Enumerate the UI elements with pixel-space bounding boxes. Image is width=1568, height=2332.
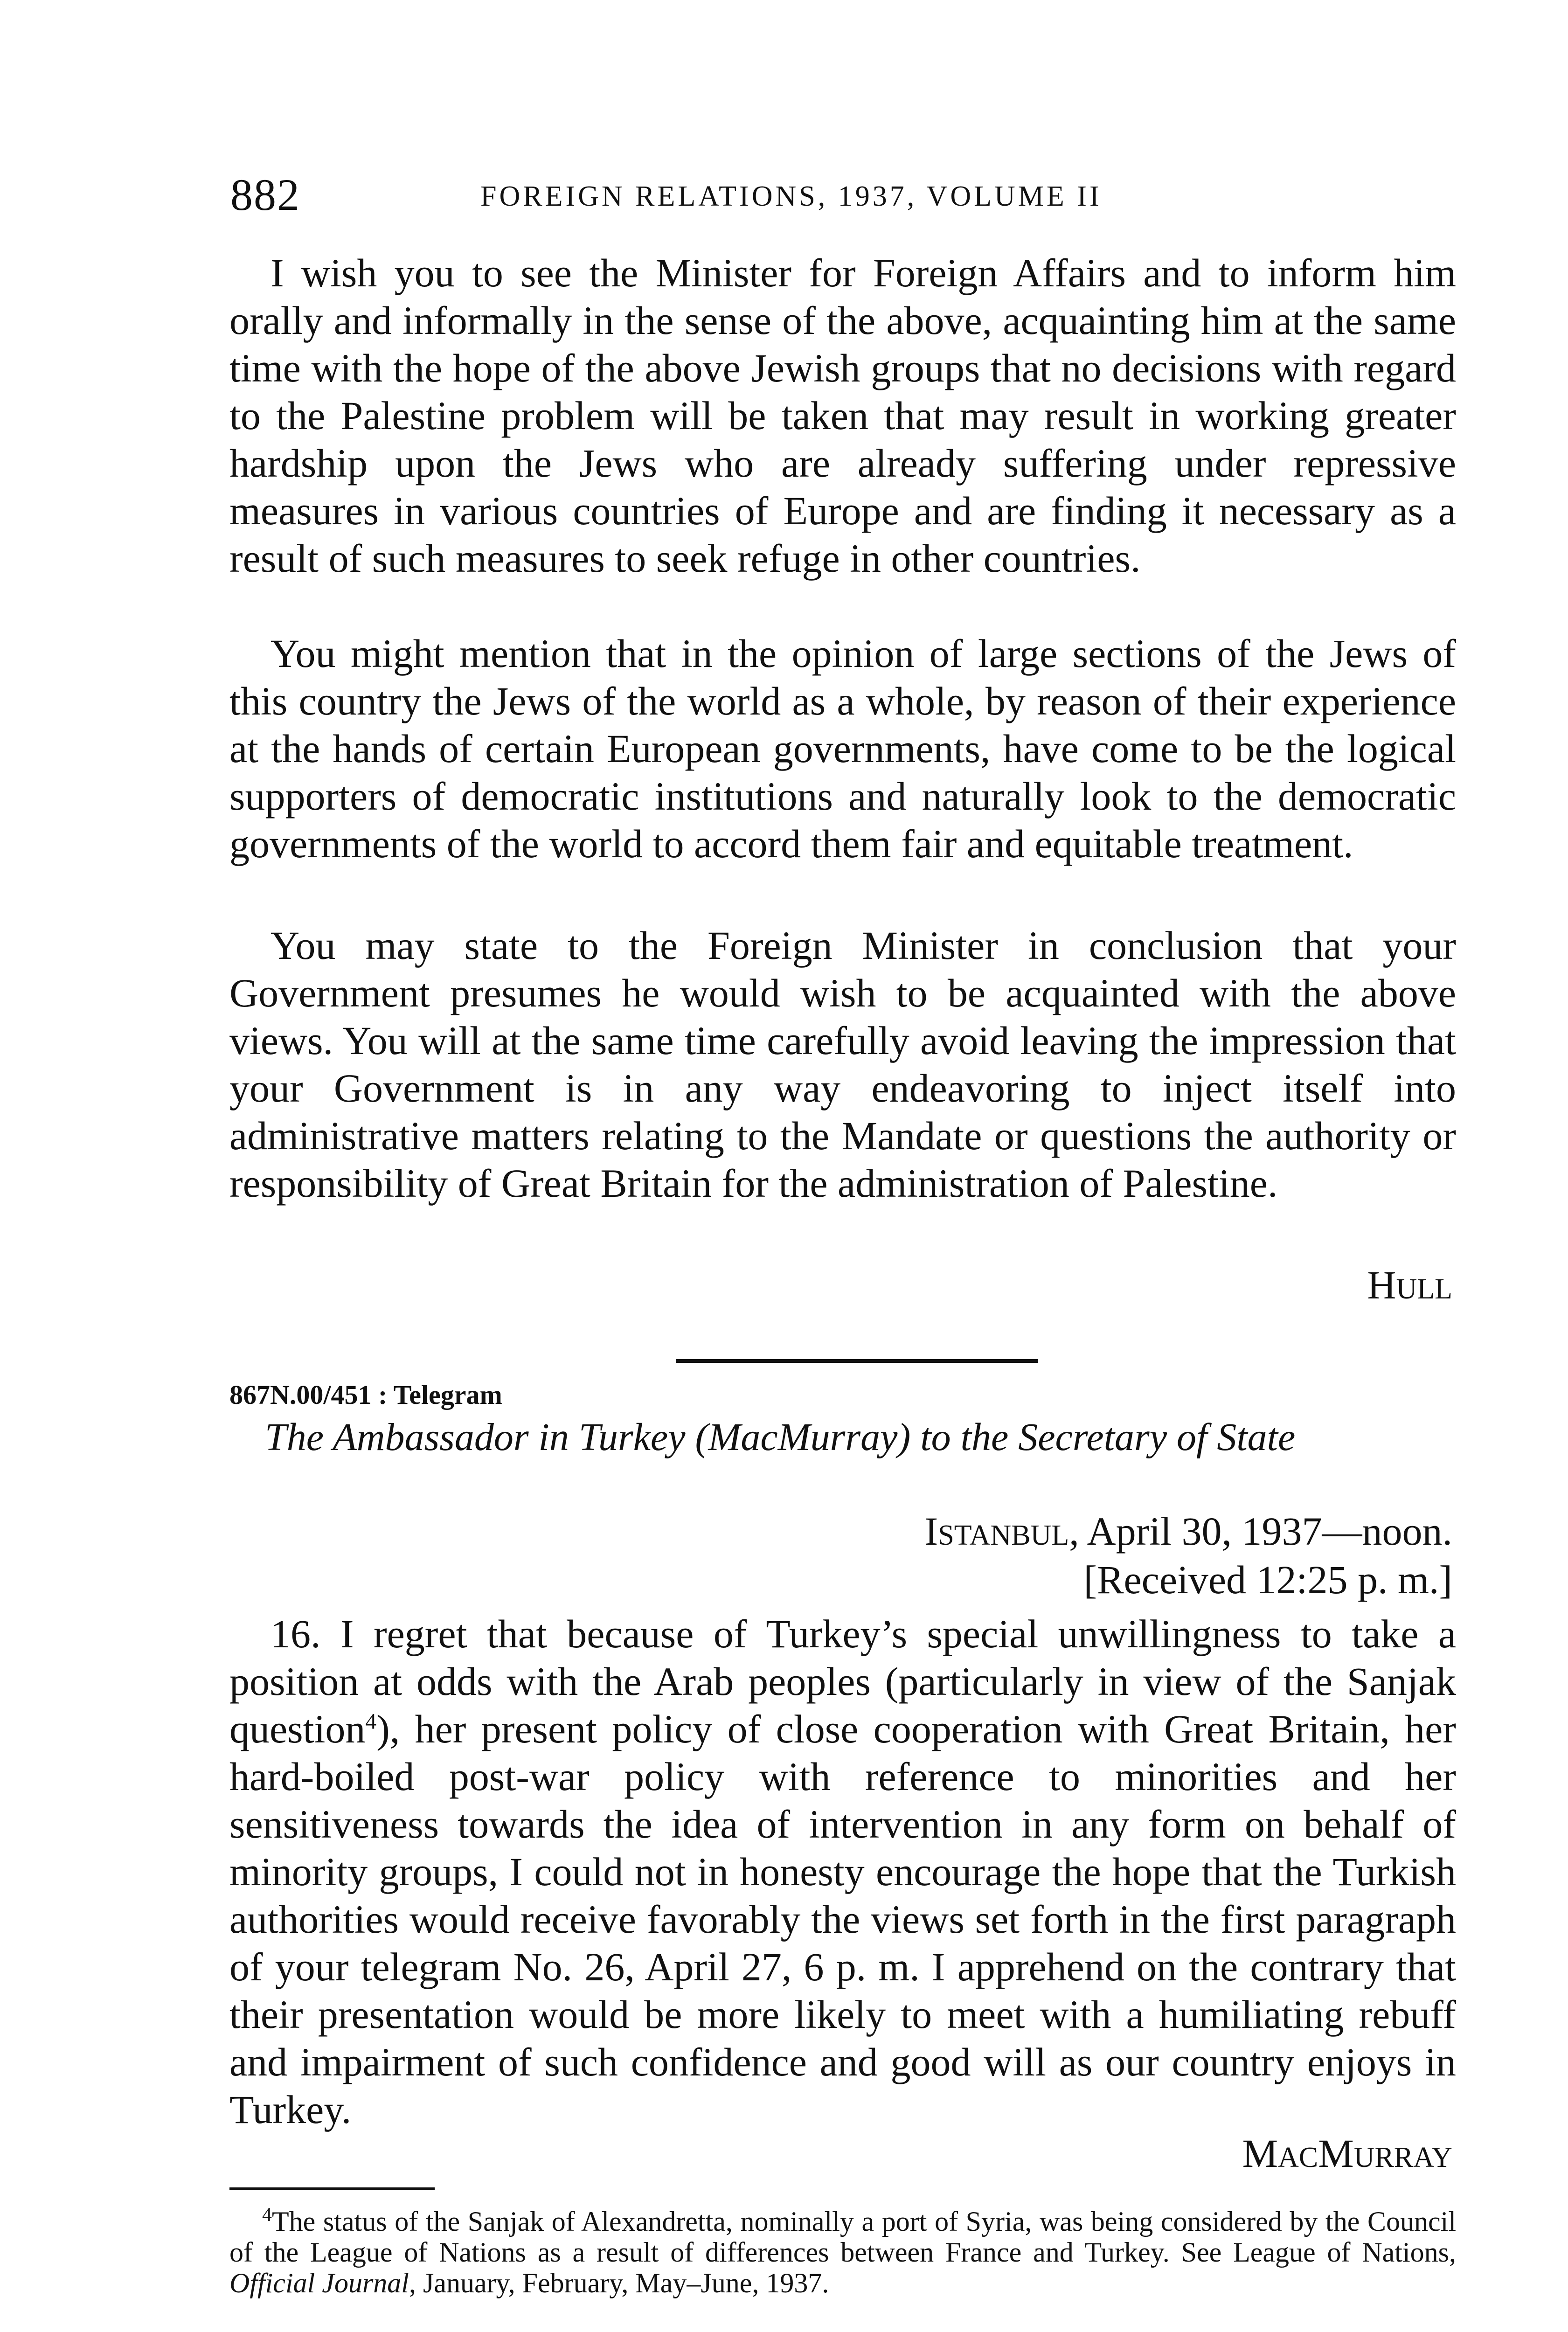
dateline-place-rest: STANBUL: [938, 1520, 1069, 1551]
signature-rest: ULL: [1396, 1273, 1452, 1305]
signature-hull: [1367, 1265, 1452, 1305]
telegram-text-continued: ), her present policy of close cooperation with Great Britain, her hard-boiled post-war policy with reference to minorities and her sensitiveness towards the idea of intervention in any form on behalf of minority groups, I could not in honesty encourage the hope that the Turkish authorities would receive favorably the views set forth in the first paragraph of your telegram No. 26, April 27, 6 p. m. I apprehend on the contrary that their presentation would be more likely to meet with a humiliating rebuff and impairment of such confidence and good will as our country enjoys in Turkey.: [229, 1707, 1456, 2132]
paragraph: You may state to the Foreign Minister in conclusion that your Government presumes he would wish to be acquainted with the above views. You will at the same time carefully avoid leaving the impression that your Government is in any way endeavoring to inject itself into administrative matters relating to the Mandate or questions the authority or responsibility of Great Britain for the administration of Palestine.: [229, 923, 1456, 1206]
paragraph: I wish you to see the Minister for Foreign Affairs and to inform him orally and informally in the sense of the above, acquainting him at the same time with the hope of the above Jewish groups that no decisions with regard to the Palestine problem will be taken that may result in working greater hardship upon the Jews who are already suffering under repressive measures in various countries of Europe and are finding it necessary as a result of such measures to seek refuge in other countries.: [229, 250, 1456, 581]
paragraph: You might mention that in the opinion of large sections of the Jews of this country the Jews of the world as a whole, by reason of their experience at the hands of certain European governments, have come to be the logical supporters of democratic institutions and naturally look to the democratic governments of the world to accord them fair and equitable treatment.: [229, 631, 1456, 866]
signature-part: URRAY: [1353, 2142, 1452, 2173]
document-heading: The Ambassador in Turkey (MacMurray) to the Secretary of State: [265, 1416, 1296, 1459]
dateline: [924, 1509, 1452, 1554]
footnote-text-end: , January, February, May–June, 1937.: [409, 2268, 829, 2298]
footnote-text: The status of the Sanjak of Alexandretta, nominally a port of Syria, was being considered by the Council of the League of Nations as a result of differences between France and Turkey. See League of Nations,: [229, 2206, 1456, 2268]
signature-macmurray: [1242, 2131, 1452, 2176]
footnote-reference: 4: [365, 1709, 377, 1734]
telegram-text: 16. I regret that because of Turkey’s special unwillingness to take a position at odds with the Arab peoples (particularly in view of the Sanjak question: [229, 1611, 1456, 1751]
signature-part: AC: [1278, 2142, 1318, 2173]
footnote-marker: 4: [262, 2204, 272, 2226]
dateline-place-initial: I: [924, 1509, 938, 1554]
file-reference: 867N.00/451 : Telegram: [229, 1380, 502, 1410]
signature-initial: H: [1367, 1263, 1396, 1307]
signature-part: M: [1318, 2131, 1354, 2176]
received-line: [Received 12:25 p. m.]: [1083, 1557, 1452, 1602]
footnote-journal: Official Journal: [229, 2268, 409, 2298]
section-divider: [676, 1359, 1038, 1363]
page-number: 882: [230, 170, 300, 220]
footnote-divider: [229, 2187, 435, 2190]
footnote: [229, 2206, 1456, 2298]
running-head: FOREIGN RELATIONS, 1937, VOLUME II: [480, 180, 1102, 212]
telegram-body: [229, 1610, 1456, 2133]
signature-part: M: [1242, 2131, 1278, 2176]
dateline-date: , April 30, 1937—noon.: [1069, 1509, 1452, 1554]
